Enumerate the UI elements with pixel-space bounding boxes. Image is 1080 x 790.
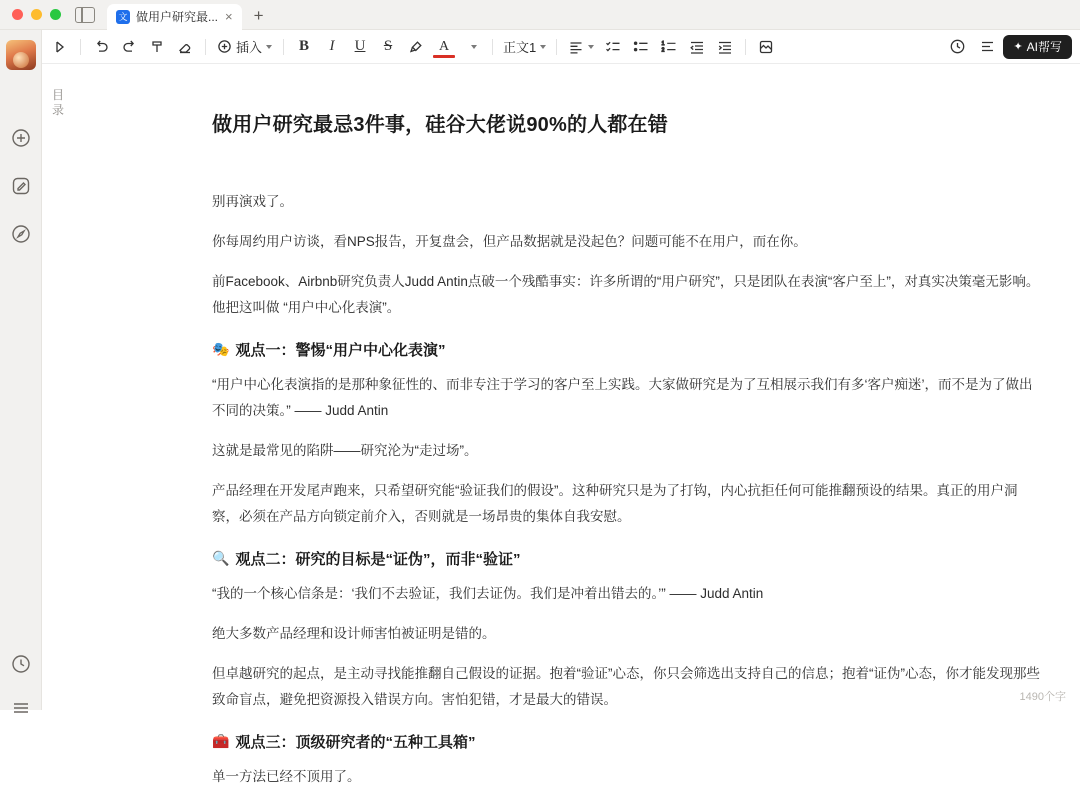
tab-document[interactable]	[107, 4, 242, 30]
toolbar-divider	[556, 39, 557, 55]
indent-button[interactable]	[711, 34, 739, 60]
clock-icon[interactable]	[11, 654, 31, 674]
insert-button[interactable]	[212, 34, 277, 60]
undo-icon[interactable]	[87, 34, 115, 60]
word-count: 1490个字	[1019, 691, 1066, 703]
toolbar-divider	[205, 39, 206, 55]
chevron-down-icon[interactable]	[540, 45, 546, 49]
section-heading	[212, 548, 1042, 569]
document-blocks	[212, 189, 1042, 790]
title-bar	[0, 0, 1080, 30]
toolbar-divider	[492, 39, 493, 55]
svg-text:1: 1	[661, 40, 665, 47]
avatar[interactable]	[6, 40, 36, 70]
paint-format-icon[interactable]	[143, 34, 171, 60]
strikethrough-button[interactable]: S	[383, 38, 393, 54]
chevron-down-icon[interactable]	[266, 45, 272, 49]
new-tab-button[interactable]: +	[253, 5, 264, 25]
highlight-icon[interactable]	[402, 34, 430, 60]
page-title: 做用户研究最忌3件事，硅谷大佬说90%的人都在错	[212, 114, 668, 136]
paragraph: 这就是最常见的陷阱——研究沦为“走过场”。	[212, 443, 478, 458]
maximize-window-button[interactable]	[50, 9, 61, 20]
outline-toggle-icon[interactable]	[973, 34, 1001, 60]
heading-emoji-icon: 🔍	[212, 550, 230, 566]
outdent-button[interactable]	[683, 34, 711, 60]
paragraph: 绝大多数产品经理和设计师害怕被证明是错的。	[212, 626, 496, 641]
section-heading-text: 观点一：警惕“用户中心化表演”	[235, 342, 446, 359]
document-icon: 文	[116, 10, 130, 24]
toolbar-divider	[745, 39, 746, 55]
paragraph: 但卓越研究的起点，是主动寻找能推翻自己假设的证据。抱着“验证”心态，你只会筛选出支持自己的信息；抱着“证伪”心态，你才能发现那些致命盲点，避免把资源投入错误方向。害怕犯错，才是最大的错误。	[212, 666, 1040, 707]
eraser-icon[interactable]	[171, 34, 199, 60]
section-heading-text: 观点三：顶级研究者的“五种工具箱”	[235, 734, 476, 751]
document-content	[172, 64, 1080, 790]
paragraph-style-select[interactable]	[499, 37, 550, 56]
ai-assist-button[interactable]	[1003, 35, 1072, 59]
section-heading-text: 观点二：研究的目标是“证伪”，而非“验证”	[235, 551, 521, 568]
paragraph-style-value: 正文1	[503, 40, 537, 55]
toolbar-right-group	[943, 34, 1072, 60]
insert-label: 插入	[236, 40, 263, 55]
idea-icon[interactable]	[11, 128, 31, 148]
underline-button[interactable]: U	[354, 38, 366, 54]
tab-strip	[107, 0, 264, 30]
paragraph: “我的一个核心信条是：‘我们不去验证，我们去证伪。我们是冲着出错去的。’” —— Judd Antin	[212, 586, 764, 601]
paragraph: 别再演戏了。	[212, 194, 293, 209]
compass-icon[interactable]	[11, 224, 31, 244]
chevron-down-icon[interactable]	[588, 45, 594, 49]
editor-toolbar	[42, 30, 1080, 64]
insert-object-icon[interactable]	[752, 34, 780, 60]
menu-icon[interactable]	[11, 698, 31, 718]
svg-text:2: 2	[661, 46, 665, 53]
minimize-window-button[interactable]	[31, 9, 42, 20]
number-list-button[interactable]	[655, 34, 683, 60]
paragraph: 你每周约用户访谈，看NPS报告，开复盘会，但产品数据就是没起色？问题可能不在用户，而在你。	[212, 234, 807, 249]
paragraph: 单一方法已经不顶用了。	[212, 769, 361, 784]
document-area[interactable]	[172, 64, 1080, 784]
outline-title: 目录	[52, 88, 65, 117]
align-button[interactable]	[563, 34, 599, 60]
section-heading	[212, 339, 1042, 360]
paragraph: 前Facebook、Airbnb研究负责人Judd Antin点破一个残酷事实：许多所谓的“用户研究”，只是团队在表演“客户至上”，对真实决策毫无影响。他把这叫做 “用户中心化表演”。	[212, 274, 1040, 315]
section-heading	[212, 731, 1042, 752]
checklist-button[interactable]	[599, 34, 627, 60]
sidebar-toggle-icon[interactable]	[75, 7, 95, 23]
sparkle-icon: ✦	[1013, 41, 1023, 53]
format-painter-icon[interactable]	[46, 34, 74, 60]
paragraph: 产品经理在开发尾声跑来，只希望研究能“验证我们的假设”。这种研究只是为了打钩，内心抗拒任何可能推翻预设的结果。真正的用户洞察，必须在产品方向锁定前介入，否则就是一场昂贵的集体自我安慰。	[212, 483, 1018, 524]
paragraph: “用户中心化表演指的是那种象征性的、而非专注于学习的客户至上实践。大家做研究是为了互相展示我们有多‘客户痴迷’，而不是为了做出不同的决策。” —— Judd Antin	[212, 377, 1033, 418]
toolbar-divider	[80, 39, 81, 55]
window-controls[interactable]	[0, 9, 61, 20]
font-color-button[interactable]: A	[430, 34, 458, 60]
heading-emoji-icon: 🧰	[212, 733, 230, 749]
edit-icon[interactable]	[11, 176, 31, 196]
bullet-list-button[interactable]	[627, 34, 655, 60]
outline-panel	[42, 64, 172, 710]
close-window-button[interactable]	[12, 9, 23, 20]
bold-button[interactable]: B	[299, 38, 310, 54]
heading-emoji-icon: 🎭	[212, 341, 230, 357]
redo-icon[interactable]	[115, 34, 143, 60]
history-icon[interactable]	[943, 34, 971, 60]
toolbar-divider	[283, 39, 284, 55]
font-color-chevron-icon[interactable]	[458, 34, 486, 60]
tab-title: 做用户研究最...	[136, 10, 219, 24]
close-icon[interactable]: ×	[225, 9, 233, 24]
left-rail	[0, 30, 42, 710]
ai-assist-label: AI帮写	[1026, 40, 1062, 54]
italic-button[interactable]: I	[329, 38, 335, 54]
